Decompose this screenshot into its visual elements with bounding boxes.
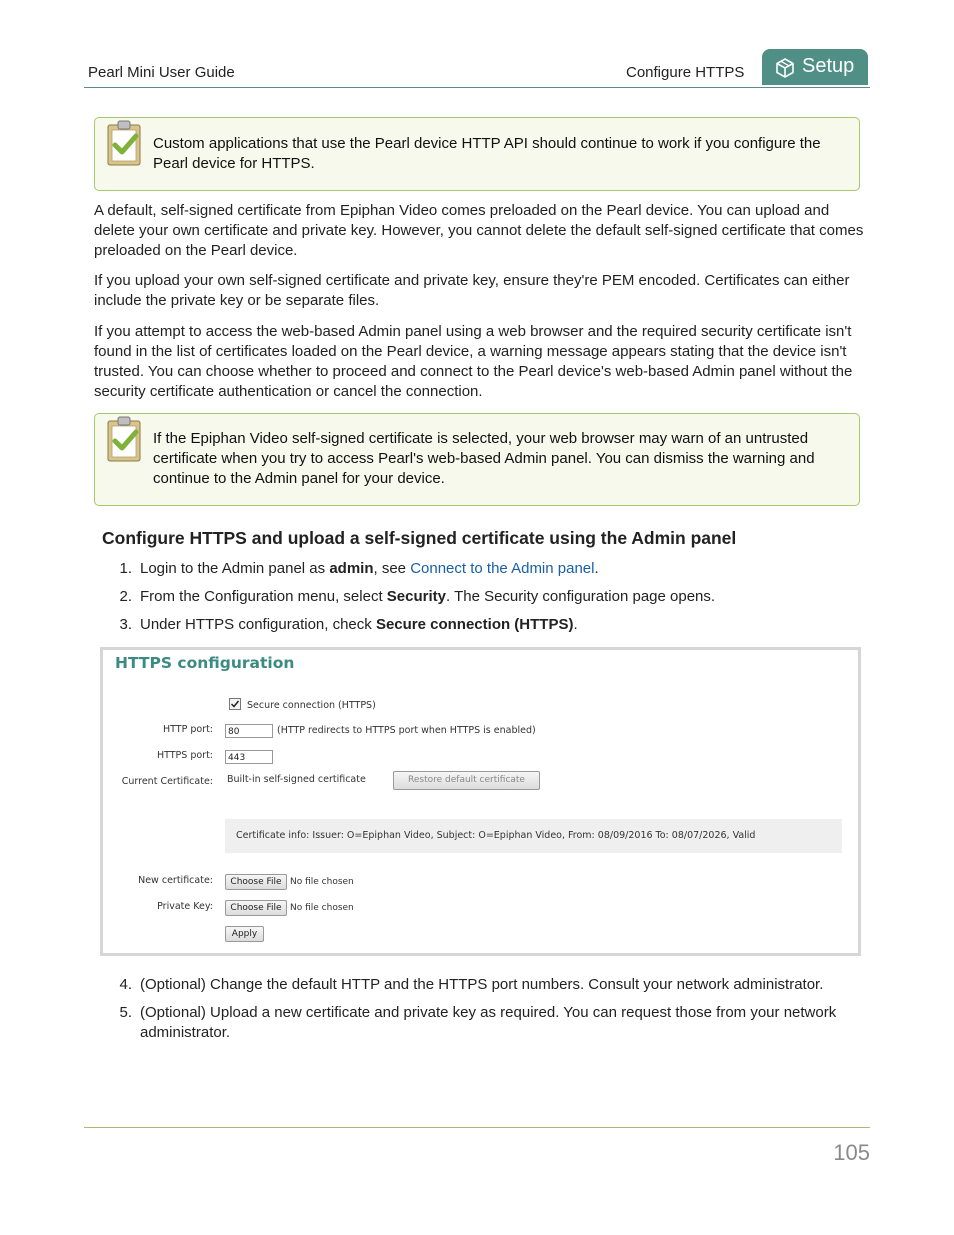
choose-cert-file-button[interactable]: Choose File: [225, 874, 287, 890]
clipboard-check-icon: [105, 119, 145, 169]
step-text: , see: [373, 560, 411, 577]
http-port-label: HTTP port:: [162, 724, 213, 735]
note-box: [94, 413, 860, 506]
setup-tab[interactable]: [762, 49, 868, 85]
no-key-file-text: No file chosen: [290, 903, 354, 913]
section-title: Configure HTTPS: [626, 64, 745, 81]
step-text: (Optional) Upload a new certificate and private key as required. You can request those from your network administrator.: [140, 1004, 837, 1041]
https-config-screenshot: [100, 647, 861, 956]
https-port-input[interactable]: 443: [225, 750, 273, 764]
step-number: 2.: [119, 588, 132, 605]
step-text: . The Security configuration page opens.: [446, 588, 716, 605]
checkbox-checked-icon[interactable]: [229, 698, 241, 710]
paragraph: If you upload your own self-signed certificate and private key, ensure they're PEM encoded. Certificates can either include the private key or be separate files.: [94, 272, 850, 309]
current-cert-label: Current Certificate:: [121, 776, 213, 787]
step-number: 1.: [119, 560, 132, 577]
restore-default-cert-button[interactable]: Restore default certificate: [393, 771, 540, 790]
https-config-title: HTTPS configuration: [115, 654, 295, 672]
secure-connection-label: Secure connection (HTTPS): [247, 700, 376, 711]
note-box: [94, 117, 860, 191]
http-port-input[interactable]: 80: [225, 724, 273, 738]
header-divider: [84, 87, 870, 88]
choose-key-file-button[interactable]: Choose File: [225, 900, 287, 916]
new-cert-label: New certificate:: [138, 875, 213, 886]
https-port-label: HTTPS port:: [156, 750, 213, 761]
paragraph: A default, self-signed certificate from Epiphan Video comes preloaded on the Pearl device. You can upload and delete your own certificate and private key. However, you cannot delete the default self-signed certificate that comes preloaded on the Pearl device.: [94, 202, 864, 259]
paragraph: If you attempt to access the web-based Admin panel using a web browser and the required security certificate isn't found in the list of certificates loaded on the Pearl device, a warning message appears stating that the device isn't trusted. You can choose whether to proceed and connect to the Pearl device's web-based Admin panel without the security certificate authentication or cancel the connection.: [94, 323, 853, 400]
http-port-hint: (HTTP redirects to HTTPS port when HTTPS is enabled): [277, 725, 536, 736]
private-key-label: Private Key:: [157, 901, 213, 912]
note-text: If the Epiphan Video self-signed certificate is selected, your web browser may warn of an untrusted certificate when you try to access Pearl's web-based Admin panel. You can dismiss the warning and continue to the Admin panel for your device.: [153, 430, 815, 487]
setup-tab-label: Setup: [802, 55, 855, 77]
step-text: Under HTTPS configuration, check: [140, 616, 376, 633]
page-number: 105: [833, 1140, 870, 1165]
step-bold: Secure connection (HTTPS): [375, 616, 574, 633]
step-text: (Optional) Change the default HTTP and the HTTPS port numbers. Consult your network administrator.: [140, 976, 824, 993]
section-heading: Configure HTTPS and upload a self-signed certificate using the Admin panel: [102, 528, 737, 548]
no-cert-file-text: No file chosen: [290, 877, 354, 887]
cube-icon: [774, 57, 796, 79]
step-text: .: [594, 560, 599, 577]
step-bold: admin: [329, 560, 374, 577]
footer-divider: [84, 1127, 870, 1128]
step-number: 5.: [119, 1004, 132, 1021]
step-text: Login to the Admin panel as: [140, 560, 330, 577]
current-cert-value: Built-in self-signed certificate: [227, 774, 366, 785]
guide-title: Pearl Mini User Guide: [88, 64, 235, 81]
apply-button[interactable]: Apply: [225, 926, 264, 942]
clipboard-check-icon: [105, 415, 145, 465]
step-bold: Security: [386, 588, 446, 605]
step-text: .: [573, 616, 578, 633]
connect-admin-link[interactable]: Connect to the Admin panel: [410, 560, 595, 577]
certificate-info: Certificate info: Issuer: O=Epiphan Video, Subject: O=Epiphan Video, From: 08/09/2016 To: 08/07/2026, Valid: [225, 819, 842, 853]
note-text: Custom applications that use the Pearl device HTTP API should continue to work if you configure the Pearl device for HTTPS.: [153, 135, 821, 172]
step-number: 4.: [119, 976, 132, 993]
step-number: 3.: [119, 616, 132, 633]
step-text: From the Configuration menu, select: [140, 588, 387, 605]
